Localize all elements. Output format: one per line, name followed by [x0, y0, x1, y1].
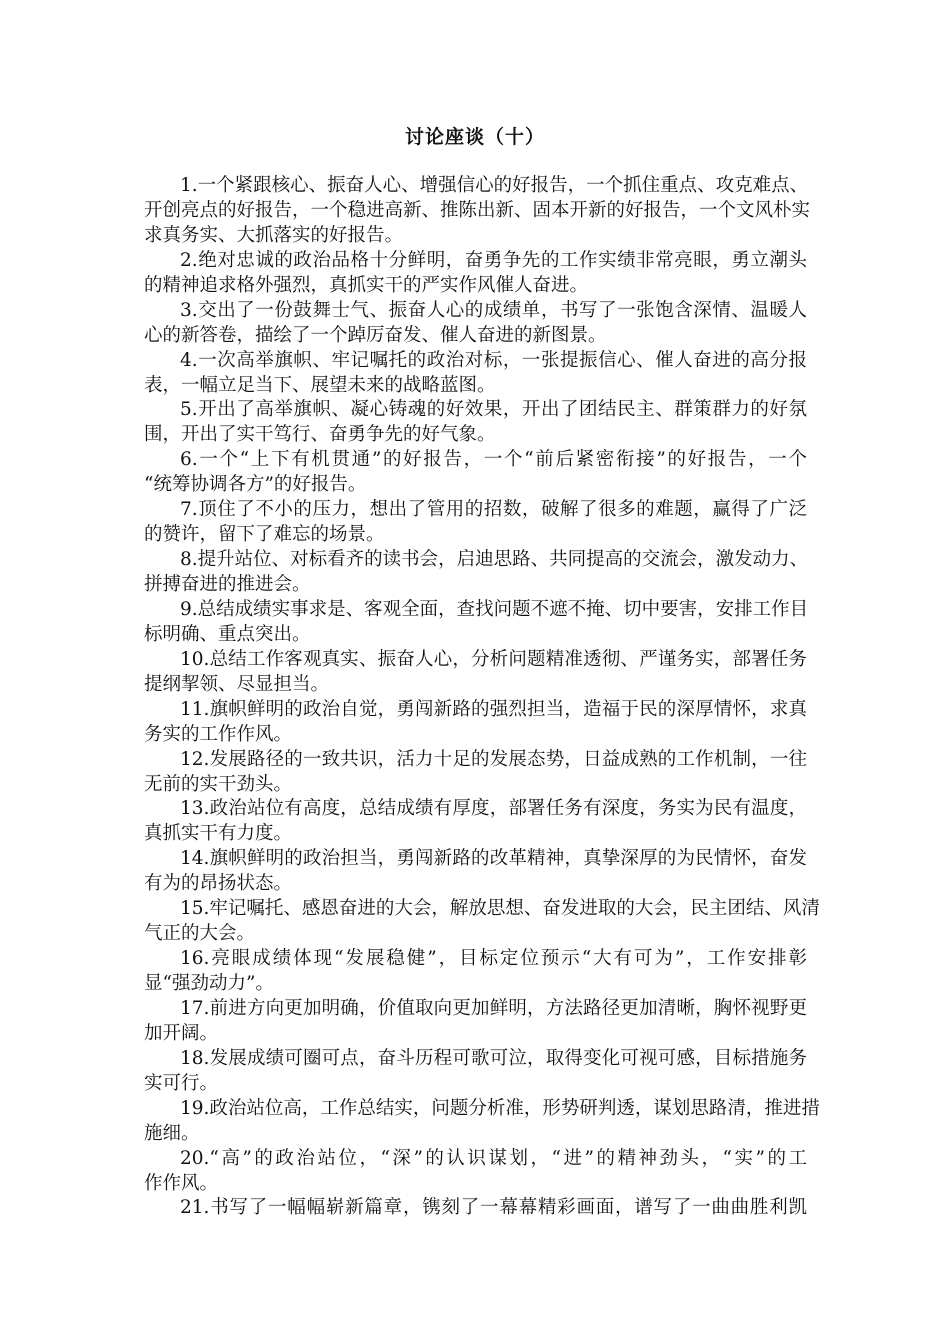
paragraph-line: 标明确、重点突出。: [144, 623, 311, 645]
paragraph-line: 求真务实、大抓落实的好报告。: [144, 224, 404, 246]
paragraph-line: 的精神追求格外强烈，真抓实干的严实作风催人奋进。: [144, 274, 589, 296]
paragraph-line: 21.书写了一幅幅崭新篇章，镌刻了一幕幕精彩画面，谱写了一曲曲胜利凯: [180, 1197, 807, 1219]
paragraph-line: 施细。: [144, 1122, 200, 1144]
paragraph-line: 表，一幅立足当下、展望未来的战略蓝图。: [144, 374, 496, 396]
list-item-paragraph: [144, 398, 807, 448]
list-item-paragraph: [144, 698, 807, 748]
paragraph-line: 3.交出了一份鼓舞士气、振奋人心的成绩单，书写了一张饱含深情、温暖人: [180, 299, 807, 321]
paragraph-line: 19.政治站位高，工作总结实，问题分析准，形势研判透，谋划思路清，推进措: [180, 1097, 820, 1119]
list-item-paragraph: [144, 498, 807, 548]
paragraph-line: 18.发展成绩可圈可点，奋斗历程可歌可泣，取得变化可视可感，目标措施务: [180, 1047, 807, 1069]
list-item-paragraph: [144, 1047, 807, 1097]
paragraph-line: 开创亮点的好报告，一个稳进高新、推陈出新、固本开新的好报告，一个文风朴实: [144, 199, 811, 221]
paragraph-line: 拼搏奋进的推进会。: [144, 574, 311, 595]
paragraph-line: 围，开出了实干笃行、奋勇争先的好气象。: [144, 424, 496, 446]
list-item-paragraph: [144, 797, 807, 847]
list-item-paragraph: [144, 748, 807, 798]
list-item-paragraph: [144, 847, 807, 897]
paragraph-line: 5.开出了高举旗帜、凝心铸魂的好效果，开出了团结民主、群策群力的好氛: [180, 399, 807, 421]
paragraph-line: 实可行。: [144, 1072, 219, 1094]
paragraph-line: 4.一次高举旗帜、牢记嘱托的政治对标，一张提振信心、催人奋进的高分报: [180, 349, 807, 371]
paragraph-line: 11.旗帜鲜明的政治自觉，勇闯新路的强烈担当，造福于民的深厚情怀，求真: [180, 698, 807, 720]
paragraph-line: 10.总结工作客观真实、振奋人心，分析问题精准透彻、严谨务实，部署任务: [180, 648, 807, 670]
paragraph-line: 15.牢记嘱托、感恩奋进的大会，解放思想、奋发进取的大会，民主团结、风清: [180, 898, 820, 920]
list-item-paragraph: [144, 897, 820, 947]
paragraph-line: 2.绝对忠诚的政治品格十分鲜明，奋勇争先的工作实绩非常亮眼，勇立潮头: [180, 249, 807, 271]
paragraph-line: 作作风。: [144, 1172, 219, 1194]
list-item-paragraph: [144, 1196, 807, 1221]
paragraph-line: 加开阔。: [144, 1022, 219, 1044]
paragraph-line: 显“强劲动力”。: [144, 973, 274, 994]
paragraph-line: 1.一个紧跟核心、振奋人心、增强信心的好报告，一个抓住重点、攻克难点、: [180, 175, 809, 196]
paragraph-line: 7.顶住了不小的压力，想出了管用的招数，破解了很多的难题，赢得了广泛: [180, 499, 807, 521]
list-item-paragraph: [144, 299, 807, 349]
paragraph-line: 17.前进方向更加明确，价值取向更加鲜明，方法路径更加清晰，胸怀视野更: [180, 997, 807, 1019]
document-body: [144, 174, 820, 1221]
paragraph-line: 8.提升站位、对标看齐的读书会，启迪思路、共同提高的交流会，激发动力、: [180, 549, 809, 571]
list-item-paragraph: [144, 1147, 807, 1197]
list-item-paragraph: [144, 548, 807, 598]
paragraph-line: 无前的实干劲头。: [144, 773, 293, 795]
paragraph-line: 6.一个“上下有机贯通”的好报告，一个“前后紧密衔接”的好报告，一个: [180, 449, 807, 471]
paragraph-line: 9.总结成绩实事求是、客观全面，查找问题不遮不掩、切中要害，安排工作目: [180, 598, 809, 620]
paragraph-line: 20.“高”的政治站位，“深”的认识谋划，“进”的精神劲头，“实”的工: [180, 1147, 807, 1169]
list-item-paragraph: [144, 174, 811, 249]
document-title: 讨论座谈（十）: [404, 126, 545, 148]
paragraph-line: 心的新答卷，描绘了一个踔厉奋发、催人奋进的新图景。: [144, 324, 607, 346]
list-item-paragraph: [144, 947, 807, 997]
list-item-paragraph: [144, 997, 807, 1047]
list-item-paragraph: [144, 598, 807, 648]
paragraph-line: 有为的昂扬状态。: [144, 873, 293, 895]
list-item-paragraph: [144, 448, 807, 498]
paragraph-line: 气正的大会。: [144, 923, 256, 945]
paragraph-line: 13.政治站位有高度，总结成绩有厚度，部署任务有深度，务实为民有温度，: [180, 798, 807, 820]
paragraph-line: 14.旗帜鲜明的政治担当，勇闯新路的改革精神，真挚深厚的为民情怀，奋发: [180, 848, 807, 870]
paragraph-line: 提纲挈领、尽显担当。: [144, 673, 330, 695]
list-item-paragraph: [144, 1097, 820, 1147]
paragraph-line: 真抓实干有力度。: [144, 823, 293, 845]
paragraph-line: 的赞许，留下了难忘的场景。: [144, 524, 385, 546]
paragraph-line: “统筹协调各方”的好报告。: [144, 474, 367, 496]
list-item-paragraph: [144, 648, 807, 698]
paragraph-line: 12.发展路径的一致共识，活力十足的发展态势，日益成熟的工作机制，一往: [180, 748, 807, 770]
paragraph-line: 务实的工作作风。: [144, 723, 293, 745]
paragraph-line: 16.亮眼成绩体现“发展稳健”，目标定位预示“大有可为”，工作安排彰: [180, 948, 807, 970]
list-item-paragraph: [144, 349, 807, 399]
list-item-paragraph: [144, 249, 807, 299]
